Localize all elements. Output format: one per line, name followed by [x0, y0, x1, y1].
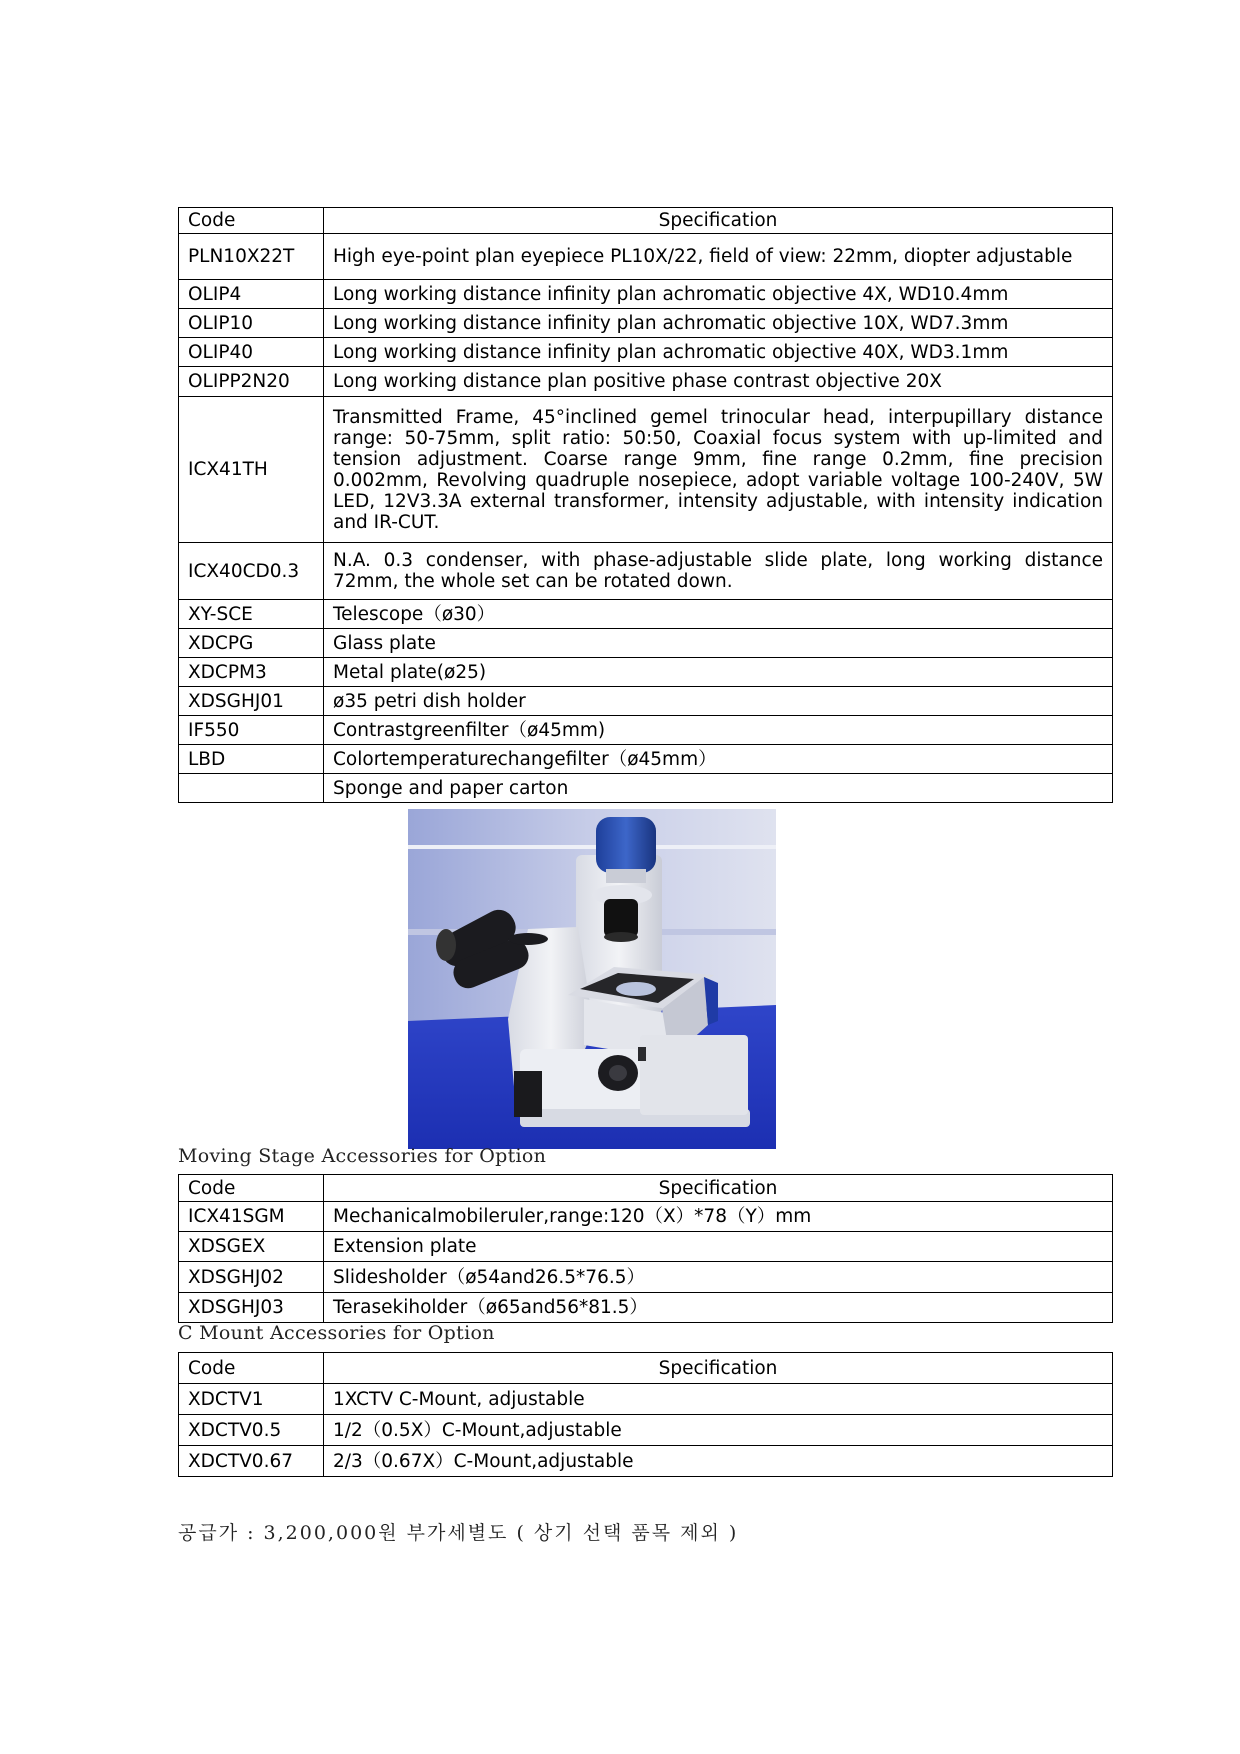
row-code: ICX41SGM: [179, 1202, 324, 1232]
row-spec: Sponge and paper carton: [324, 774, 1113, 803]
row-spec: Glass plate: [324, 629, 1113, 658]
row-spec: Colortemperaturechangefilter（ø45mm）: [324, 745, 1113, 774]
row-spec: Long working distance infinity plan achromatic objective 10X, WD7.3mm: [324, 309, 1113, 338]
row-spec: Terasekiholder（ø65and56*81.5）: [324, 1293, 1113, 1323]
row-spec: Transmitted Frame, 45°inclined gemel trinocular head, interpupillary distance range: 50-75mm, split ratio: 50:50, Coaxial focus system with up-limited and tension adjustment. Coarse range 9mm, fine range 0.2mm, fine precision 0.002mm, Revolving quadruple nosepiece, adopt variable voltage 100-240V, 5W LED, 12V3.3A external transformer, intensity adjustable, with intensity indication and IR-CUT.: [324, 397, 1113, 543]
row-code: XDSGEX: [179, 1232, 324, 1262]
table-row: [179, 543, 1113, 600]
row-code: XDCPG: [179, 629, 324, 658]
row-code: ICX40CD0.3: [179, 543, 324, 600]
row-spec: Extension plate: [324, 1232, 1113, 1262]
table-header-row: [179, 1353, 1113, 1384]
table-row: [179, 1415, 1113, 1446]
row-spec: 1/2（0.5X）C-Mount,adjustable: [324, 1415, 1113, 1446]
microscope-photo: [408, 809, 776, 1149]
row-spec: 1XCTV C-Mount, adjustable: [324, 1384, 1113, 1415]
table-row: [179, 367, 1113, 397]
header-code: Code: [179, 1353, 324, 1384]
row-code: PLN10X22T: [179, 234, 324, 280]
row-spec: Long working distance infinity plan achromatic objective 4X, WD10.4mm: [324, 280, 1113, 309]
row-code: LBD: [179, 745, 324, 774]
row-code: XDCTV0.5: [179, 1415, 324, 1446]
row-code: XDSGHJ02: [179, 1262, 324, 1293]
row-code: OLIPP2N20: [179, 367, 324, 397]
row-spec: Long working distance plan positive phase contrast objective 20X: [324, 367, 1113, 397]
header-spec: Specification: [324, 208, 1113, 234]
row-spec: Mechanicalmobileruler,range:120（X）*78（Y）mm: [324, 1202, 1113, 1232]
row-code: OLIP40: [179, 338, 324, 367]
row-spec: Contrastgreenfilter（ø45mm): [324, 716, 1113, 745]
table-row: [179, 234, 1113, 280]
header-spec: Specification: [324, 1175, 1113, 1202]
row-code: XDCTV1: [179, 1384, 324, 1415]
row-code: IF550: [179, 716, 324, 745]
stage-accessories-table: [178, 1174, 1113, 1323]
table-row: [179, 1262, 1113, 1293]
table-row: [179, 397, 1113, 543]
table-row: [179, 600, 1113, 629]
row-spec: N.A. 0.3 condenser, with phase-adjustable slide plate, long working distance 72mm, the whole set can be rotated down.: [324, 543, 1113, 600]
table-row: [179, 1202, 1113, 1232]
stage-section-title: Moving Stage Accessories for Option: [178, 1145, 547, 1167]
header-spec: Specification: [324, 1353, 1113, 1384]
table-row: [179, 280, 1113, 309]
main-spec-table: [178, 207, 1113, 803]
row-spec: ø35 petri dish holder: [324, 687, 1113, 716]
table-row: [179, 687, 1113, 716]
row-code: OLIP4: [179, 280, 324, 309]
table-row: [179, 1293, 1113, 1323]
table-row: [179, 338, 1113, 367]
price-note: 공급가 : 3,200,000원 부가세별도 ( 상기 선택 품목 제외 ): [178, 1522, 739, 1544]
table-row: [179, 774, 1113, 803]
table-header-row: [179, 208, 1113, 234]
row-code: XDCPM3: [179, 658, 324, 687]
table-row: [179, 1384, 1113, 1415]
row-spec: Slidesholder（ø54and26.5*76.5）: [324, 1262, 1113, 1293]
table-row: [179, 745, 1113, 774]
header-code: Code: [179, 208, 324, 234]
table-row: [179, 309, 1113, 338]
table-row: [179, 658, 1113, 687]
row-code: OLIP10: [179, 309, 324, 338]
row-code: ICX41TH: [179, 397, 324, 543]
row-code: XDSGHJ03: [179, 1293, 324, 1323]
row-code: XDSGHJ01: [179, 687, 324, 716]
table-header-row: [179, 1175, 1113, 1202]
row-spec: 2/3（0.67X）C-Mount,adjustable: [324, 1446, 1113, 1477]
header-code: Code: [179, 1175, 324, 1202]
table-row: [179, 716, 1113, 745]
cmount-section-title: C Mount Accessories for Option: [178, 1322, 495, 1344]
row-code: [179, 774, 324, 803]
table-row: [179, 1446, 1113, 1477]
row-spec: Metal plate(ø25): [324, 658, 1113, 687]
row-spec: Telescope（ø30）: [324, 600, 1113, 629]
row-spec: High eye-point plan eyepiece PL10X/22, field of view: 22mm, diopter adjustable: [324, 234, 1113, 280]
row-spec: Long working distance infinity plan achromatic objective 40X, WD3.1mm: [324, 338, 1113, 367]
row-code: XY-SCE: [179, 600, 324, 629]
row-code: XDCTV0.67: [179, 1446, 324, 1477]
table-row: [179, 629, 1113, 658]
microscope-image: [408, 809, 776, 1149]
cmount-accessories-table: [178, 1352, 1113, 1477]
table-row: [179, 1232, 1113, 1262]
